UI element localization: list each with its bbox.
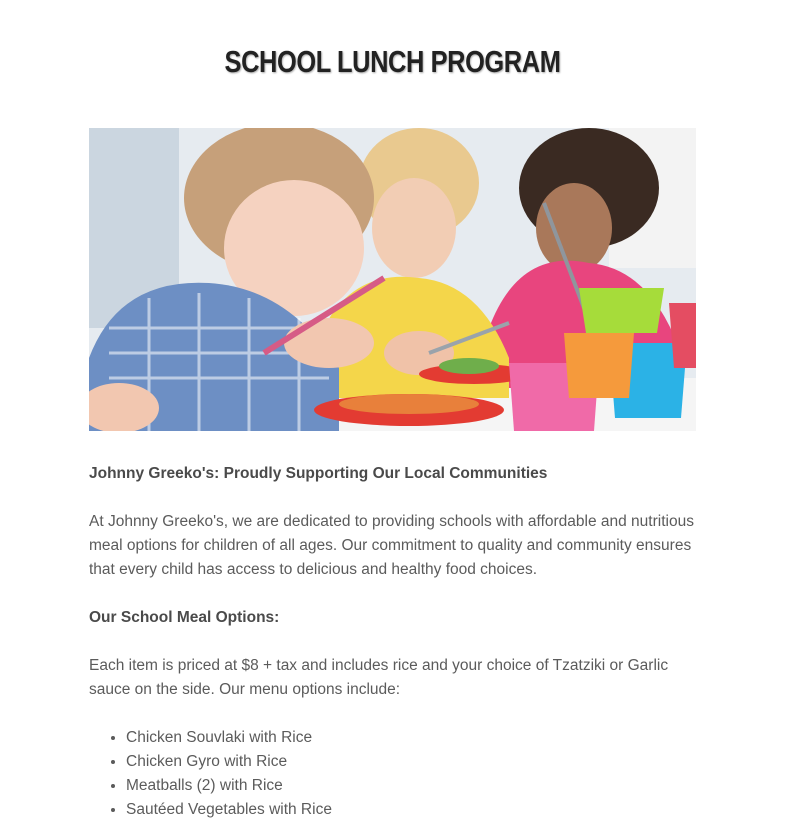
children-eating-lunch-photo (89, 128, 696, 431)
photo-illustration (89, 128, 696, 431)
list-item: • Chicken Gyro with Rice (126, 750, 699, 774)
list-item: • Sautéed Vegetables with Rice (126, 798, 699, 822)
section-heading: Johnny Greeko's: Proudly Supporting Our Local Communities (89, 465, 548, 482)
list-item: • Chicken Souvlaki with Rice (126, 726, 699, 750)
intro-paragraph: At Johnny Greeko's, we are dedicated to providing schools with affordable and nutritious meal options for children of all ages. Our commitment to quality and community ensures that every child has access to delicious and healthy food choices. (89, 513, 694, 578)
page-title: SCHOOL LUNCH PROGRAM (224, 44, 561, 79)
list-item: • Meatballs (2) with Rice (126, 774, 699, 798)
article-content (89, 462, 699, 822)
menu-list (89, 726, 699, 822)
pricing-paragraph: Each item is priced at $8 + tax and includes rice and your choice of Tzatziki or Garlic sauce on the side. Our menu options include: (89, 657, 669, 698)
options-heading: Our School Meal Options: (89, 609, 280, 626)
